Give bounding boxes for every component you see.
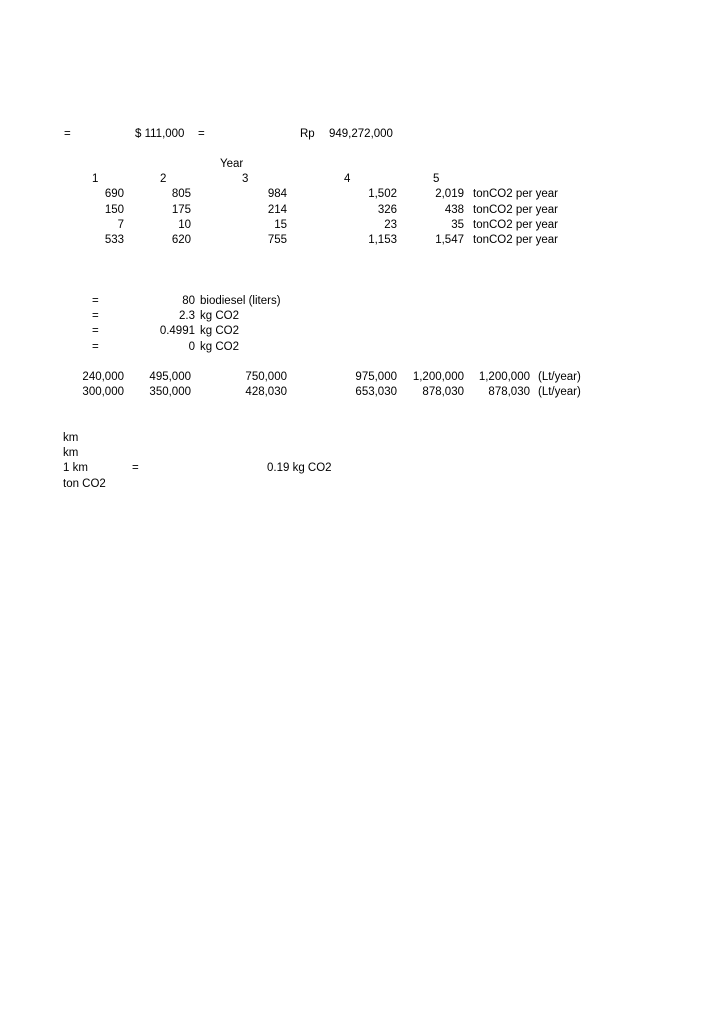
distance-unit: km bbox=[63, 432, 79, 444]
cell: 1,153 bbox=[368, 234, 397, 246]
factor-unit: kg CO2 bbox=[200, 310, 239, 322]
cell: 1,200,000 bbox=[478, 371, 530, 383]
cell: 2,019 bbox=[435, 188, 464, 200]
cell: 175 bbox=[171, 204, 191, 216]
cell: 750,000 bbox=[245, 371, 287, 383]
cell: 240,000 bbox=[82, 371, 124, 383]
unit-label: (Lt/year) bbox=[538, 371, 581, 383]
equals-sign: = bbox=[92, 325, 99, 337]
factor-unit: biodiesel (liters) bbox=[200, 295, 281, 307]
equals-sign: = bbox=[132, 462, 139, 474]
unit-label: tonCO2 per year bbox=[473, 204, 559, 216]
cell: 150 bbox=[104, 204, 124, 216]
distance-emission: 0.19 kg CO2 bbox=[267, 462, 332, 474]
cell: 533 bbox=[104, 234, 124, 246]
emission-unit: ton CO2 bbox=[63, 478, 106, 490]
cell: 428,030 bbox=[245, 386, 287, 398]
factor-value: 2.3 bbox=[179, 310, 195, 322]
distance-unit: km bbox=[63, 447, 79, 459]
year-header: Year bbox=[220, 158, 244, 170]
unit-label: tonCO2 per year bbox=[473, 188, 559, 200]
cell: 878,030 bbox=[488, 386, 530, 398]
equals-sign: = bbox=[198, 128, 205, 140]
unit-label: (Lt/year) bbox=[538, 386, 581, 398]
year-1: 1 bbox=[92, 173, 99, 185]
cell: 653,030 bbox=[355, 386, 397, 398]
equals-sign: = bbox=[92, 295, 99, 307]
cell: 438 bbox=[444, 204, 464, 216]
cell: 15 bbox=[274, 219, 287, 231]
cell: 755 bbox=[267, 234, 287, 246]
cell: 300,000 bbox=[82, 386, 124, 398]
cell: 878,030 bbox=[422, 386, 464, 398]
cell: 10 bbox=[178, 219, 191, 231]
cell: 1,502 bbox=[368, 188, 397, 200]
usd-amount: $ 111,000 bbox=[135, 128, 185, 140]
cell: 805 bbox=[171, 188, 191, 200]
year-3: 3 bbox=[242, 173, 249, 185]
cell: 1,547 bbox=[435, 234, 464, 246]
distance-label: 1 km bbox=[63, 462, 88, 474]
cell: 620 bbox=[171, 234, 191, 246]
year-4: 4 bbox=[344, 173, 351, 185]
rupiah-amount: 949,272,000 bbox=[329, 128, 393, 140]
cell: 495,000 bbox=[149, 371, 191, 383]
cell: 326 bbox=[377, 204, 397, 216]
cell: 975,000 bbox=[355, 371, 397, 383]
currency-label: Rp bbox=[300, 128, 315, 140]
year-2: 2 bbox=[160, 173, 167, 185]
factor-value: 80 bbox=[182, 295, 195, 307]
factor-unit: kg CO2 bbox=[200, 341, 239, 353]
equals-sign: = bbox=[92, 310, 99, 322]
cell: 214 bbox=[267, 204, 287, 216]
cell: 35 bbox=[451, 219, 464, 231]
cell: 350,000 bbox=[149, 386, 191, 398]
equals-sign: = bbox=[92, 341, 99, 353]
factor-unit: kg CO2 bbox=[200, 325, 239, 337]
cell: 690 bbox=[104, 188, 124, 200]
cell: 7 bbox=[117, 219, 124, 231]
unit-label: tonCO2 per year bbox=[473, 219, 559, 231]
cell: 1,200,000 bbox=[412, 371, 464, 383]
factor-value: 0 bbox=[188, 341, 195, 353]
year-5: 5 bbox=[433, 173, 440, 185]
unit-label: tonCO2 per year bbox=[473, 234, 559, 246]
equals-sign: = bbox=[64, 128, 71, 140]
cell: 984 bbox=[267, 188, 287, 200]
cell: 23 bbox=[384, 219, 397, 231]
factor-value: 0.4991 bbox=[159, 325, 195, 337]
